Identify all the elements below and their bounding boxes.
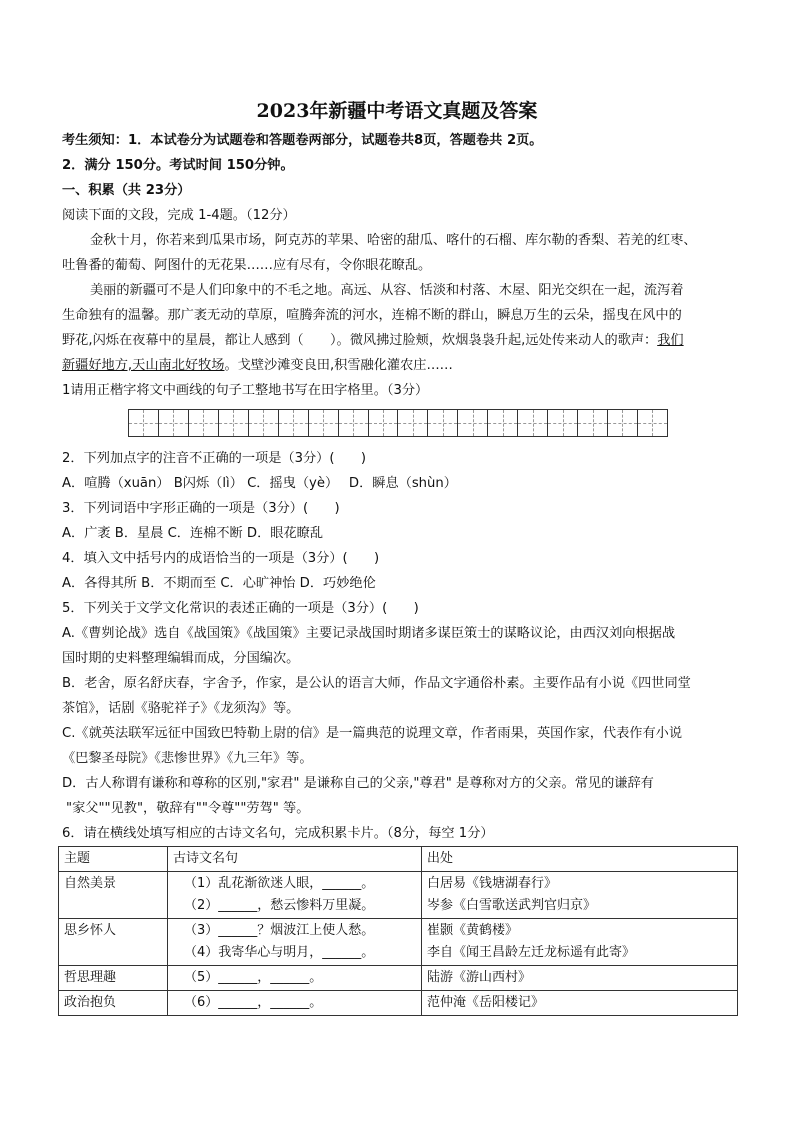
grid-cell[interactable] [279,410,309,436]
poem-line[interactable]: （4）我寄华心与明月，______。 [184,945,375,960]
source-text: 李自《闻王昌龄左迁龙标遥有此寄》 [427,945,636,960]
table-header-row [59,847,738,872]
question-4-options: A．各得其所 B．不期而至 C．心旷神怡 D．巧妙绝伦 [62,576,376,591]
question-5-stem: 5．下列关于文学文化常识的表述正确的一项是（3分）( ) [62,601,419,616]
question-5-option-d-line-1: D．古人称谓有谦称和尊称的区别,"家君" 是谦称自己的父亲,"尊君" 是尊称对方的父亲。常见的谦辞有 [62,776,654,791]
grid-cell[interactable] [608,410,638,436]
grid-cell[interactable] [458,410,488,436]
grid-cell[interactable] [518,410,548,436]
grid-cell[interactable] [638,410,667,436]
question-5-option-a-line-1: A.《曹刿论战》选自《战国策》《战国策》主要记录战国时期诸多谋臣策士的谋略议论，由西汉刘向根据战 [62,626,676,641]
theme-cell: 政治抱负 [59,991,168,1016]
source-text: 范仲淹《岳阳楼记》 [427,995,545,1010]
poem-lines-cell[interactable] [168,919,422,966]
source-cell [422,991,738,1016]
passage-text: 野花,闪烁在夜幕中的星晨，都让人感到（ ）。微风拂过脸颊，炊烟袅袅升起,远处传来动人的歌声： [62,333,658,348]
question-5-option-c-line-2: 《巴黎圣母院》《悲惨世界》《九三年》等。 [62,751,313,766]
grid-cell[interactable] [339,410,369,436]
grid-cell[interactable] [249,410,279,436]
grid-cell[interactable] [488,410,518,436]
question-3-stem: 3．下列词语中字形正确的一项是（3分）( ) [62,501,340,516]
source-cell [422,966,738,991]
grid-cell[interactable] [548,410,578,436]
grid-cell[interactable] [159,410,189,436]
grid-cell[interactable] [189,410,219,436]
source-cell [422,872,738,919]
passage-text: 。戈壁沙滩变良田,积雪融化灌农庄…… [224,358,453,373]
question-4-stem: 4．填入文中括号内的成语恰当的一项是（3分）( ) [62,551,380,566]
passage-p2-line-3 [62,332,742,350]
poem-line[interactable]: （6）______，______。 [184,995,323,1010]
question-2-stem: 2．下列加点字的注音不正确的一项是（3分）( ) [62,451,367,466]
question-5-option-d-line-2: "家父""见教"，敬辞有""令尊""劳驾" 等。 [66,801,310,816]
notice-item-1: 1．本试卷分为试题卷和答题卷两部分，试题卷共8页，答题卷共 2页。 [127,133,543,148]
theme-cell: 思乡怀人 [59,919,168,966]
question-5-option-b-line-2: 茶馆》，话剧《骆驼祥子》《龙须沟》等。 [62,701,300,716]
poem-line[interactable]: （3）______？烟波江上使人愁。 [184,923,375,938]
poem-lines-cell[interactable] [168,872,422,919]
grid-cell[interactable] [369,410,399,436]
underlined-sentence-start: 我们 [657,333,684,348]
grid-cell[interactable] [428,410,458,436]
source-text: 崔颢《黄鹤楼》 [427,923,519,938]
poem-line[interactable]: （2）______，愁云惨料万里凝。 [184,898,375,913]
passage-p1-line-2: 吐鲁番的葡萄、阿图什的无花果……应有尽有，令你眼花瞭乱。 [62,258,432,273]
question-3-options: A．广袤 B．星晨 C．连棉不断 D．眼花瞭乱 [62,526,324,541]
source-text: 陆游《游山西村》 [427,970,532,985]
theme-cell: 哲思理趣 [59,966,168,991]
grid-cell[interactable] [398,410,428,436]
tianzige-writing-grid[interactable] [128,409,668,437]
passage-p1-line-1: 金秋十月，你若来到瓜果市场，阿克苏的苹果、哈密的甜瓜、喀什的石榴、库尔勒的香梨、若羌的红枣、 [90,233,697,248]
exam-notice-line-1 [62,132,742,150]
question-5-option-c-line-1: C.《就英法联军远征中国致巴特勒上尉的信》是一篇典范的说理文章，作者雨果，英国作家，代表作有小说 [62,726,683,741]
poem-line[interactable]: （5）______，______。 [184,970,323,985]
question-1: 1请用正楷字将文中画线的句子工整地书写在田字格里。（3分） [62,383,429,398]
question-2-options: A．喧腾（xuān） B闪烁（lì） C．摇曳（yè） D．瞬息（shùn） [62,476,457,491]
question-5-option-a-line-2: 国时期的史料整理编辑而成，分国编次。 [62,651,300,666]
grid-cell[interactable] [219,410,249,436]
table-header: 古诗文名句 [168,847,422,872]
table-row [59,919,738,966]
grid-cell[interactable] [578,410,608,436]
table-row [59,966,738,991]
poem-lines-cell[interactable] [168,966,422,991]
passage-p2-line-1: 美丽的新疆可不是人们印象中的不毛之地。高远、从容、恬淡和村落、木屋、阳光交织在一起，流泻着 [90,283,684,298]
notice-item-2: 2．满分 150分。考试时间 150分钟。 [62,158,294,173]
reading-intro: 阅读下面的文段，完成 1-4题。（12分） [62,208,296,223]
section-heading: 一、积累（共 23分） [62,183,191,198]
theme-cell: 自然美景 [59,872,168,919]
source-text: 白居易《钱塘湖春行》 [427,876,558,891]
grid-cell[interactable] [309,410,339,436]
passage-p2-line-4 [62,357,742,375]
page-title: 2023年新疆中考语文真题及答案 [256,100,538,122]
poem-line[interactable]: （1）乱花渐欲迷人眼，______。 [184,876,375,891]
source-cell [422,919,738,966]
poem-lines-cell[interactable] [168,991,422,1016]
accumulation-card-table [58,846,738,1016]
passage-p2-line-2: 生命独有的温馨。那广袤无动的草原，喧腾奔流的河水，连棉不断的群山，瞬息万生的云朵，摇曳在风中的 [62,308,682,323]
table-header: 出处 [422,847,738,872]
question-6-stem: 6．请在横线处填写相应的古诗文名句，完成积累卡片。（8分，每空 1分） [62,826,494,841]
source-text: 岑参《白雪歌送武判官归京》 [427,898,597,913]
table-header: 主题 [59,847,168,872]
notice-label: 考生须知： [62,133,128,148]
table-row [59,991,738,1016]
grid-cell[interactable] [129,410,159,436]
table-row [59,872,738,919]
underlined-sentence: 新疆好地方,天山南北好牧场 [62,358,225,373]
question-5-option-b-line-1: B．老舍，原名舒庆春，字舍予，作家，是公认的语言大师，作品文字通俗朴素。主要作品有小说《四世同堂 [62,676,691,691]
